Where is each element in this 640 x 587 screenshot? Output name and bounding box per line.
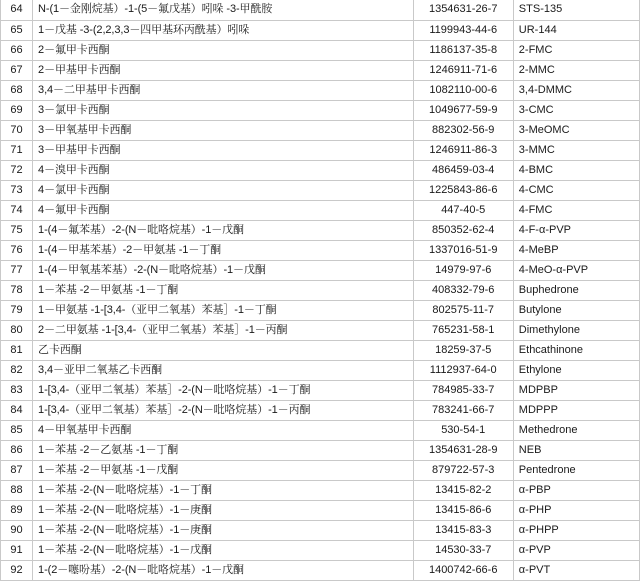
row-cas: 13415-82-2: [413, 480, 513, 500]
row-abbr: α-PHPP: [513, 520, 639, 540]
row-abbr: MDPBP: [513, 380, 639, 400]
table-row: [1, 20, 640, 40]
row-name: 1－苯基 -2-(N－吡咯烷基）-1－庚酮: [33, 520, 414, 540]
row-cas: 879722-57-3: [413, 460, 513, 480]
row-cas: 1246911-71-6: [413, 60, 513, 80]
row-cas: 408332-79-6: [413, 280, 513, 300]
table-row: [1, 300, 640, 320]
row-abbr: 4-MeO-α-PVP: [513, 260, 639, 280]
row-cas: 1246911-86-3: [413, 140, 513, 160]
table-row: [1, 280, 640, 300]
row-name: 1-(2－噻吩基）-2-(N－吡咯烷基）-1－戊酮: [33, 560, 414, 580]
row-abbr: α-PBP: [513, 480, 639, 500]
row-abbr: 4-BMC: [513, 160, 639, 180]
row-abbr: 3,4-DMMC: [513, 80, 639, 100]
table-row: [1, 240, 640, 260]
row-name: 1－苯基 -2-(N－吡咯烷基）-1－丁酮: [33, 480, 414, 500]
row-index: 65: [1, 20, 33, 40]
table-row: [1, 340, 640, 360]
row-index: 92: [1, 560, 33, 580]
row-name: 4－氯甲卡西酮: [33, 180, 414, 200]
row-cas: 850352-62-4: [413, 220, 513, 240]
row-index: 91: [1, 540, 33, 560]
row-abbr: 4-MeBP: [513, 240, 639, 260]
row-index: 83: [1, 380, 33, 400]
row-index: 84: [1, 400, 33, 420]
row-cas: 13415-86-6: [413, 500, 513, 520]
table-row: [1, 460, 640, 480]
row-abbr: MDPPP: [513, 400, 639, 420]
row-name: 2－甲基甲卡西酮: [33, 60, 414, 80]
row-abbr: α-PVP: [513, 540, 639, 560]
row-index: 88: [1, 480, 33, 500]
row-name: 1-[3,4-（亚甲二氧基）苯基］-2-(N－吡咯烷基）-1－丁酮: [33, 380, 414, 400]
row-name: 1-[3,4-（亚甲二氧基）苯基］-2-(N－吡咯烷基）-1－丙酮: [33, 400, 414, 420]
table-row: [1, 360, 640, 380]
row-name: 3,4－二甲基甲卡西酮: [33, 80, 414, 100]
row-name: 1-(4－甲氧基苯基）-2-(N－吡咯烷基）-1－戊酮: [33, 260, 414, 280]
row-name: 1－戊基 -3-(2,2,3,3－四甲基环丙酰基）吲哚: [33, 20, 414, 40]
row-index: 64: [1, 0, 33, 20]
row-name: 2－二甲氨基 -1-[3,4-（亚甲二氧基）苯基］-1－丙酮: [33, 320, 414, 340]
table-row: [1, 480, 640, 500]
table-row: [1, 320, 640, 340]
row-name: 1－苯基 -2－甲氨基 -1－丁酮: [33, 280, 414, 300]
row-abbr: 4-CMC: [513, 180, 639, 200]
row-index: 69: [1, 100, 33, 120]
row-cas: 13415-83-3: [413, 520, 513, 540]
row-name: 1－苯基 -2－乙氨基 -1－丁酮: [33, 440, 414, 460]
row-name: N-(1－金刚烷基）-1-(5－氟戊基）吲哚 -3-甲酰胺: [33, 0, 414, 20]
row-index: 74: [1, 200, 33, 220]
row-index: 90: [1, 520, 33, 540]
row-index: 68: [1, 80, 33, 100]
row-abbr: Dimethylone: [513, 320, 639, 340]
table-row: [1, 560, 640, 580]
row-name: 3－甲基甲卡西酮: [33, 140, 414, 160]
row-name: 1－苯基 -2－甲氨基 -1－戊酮: [33, 460, 414, 480]
row-abbr: 2-FMC: [513, 40, 639, 60]
row-index: 82: [1, 360, 33, 380]
row-cas: 1400742-66-6: [413, 560, 513, 580]
row-index: 67: [1, 60, 33, 80]
row-name: 1－苯基 -2-(N－吡咯烷基）-1－庚酮: [33, 500, 414, 520]
row-index: 85: [1, 420, 33, 440]
row-index: 87: [1, 460, 33, 480]
row-index: 71: [1, 140, 33, 160]
table-row: [1, 500, 640, 520]
table-row: [1, 60, 640, 80]
table-row: [1, 260, 640, 280]
row-index: 86: [1, 440, 33, 460]
row-abbr: Ethylone: [513, 360, 639, 380]
table-row: [1, 0, 640, 20]
table-row: [1, 520, 640, 540]
table-row: [1, 40, 640, 60]
row-name: 1－苯基 -2-(N－吡咯烷基）-1－戊酮: [33, 540, 414, 560]
table-row: [1, 380, 640, 400]
row-cas: 1112937-64-0: [413, 360, 513, 380]
row-name: 4－氟甲卡西酮: [33, 200, 414, 220]
row-cas: 14979-97-6: [413, 260, 513, 280]
table-row: [1, 200, 640, 220]
row-name: 3－甲氧基甲卡西酮: [33, 120, 414, 140]
row-cas: 783241-66-7: [413, 400, 513, 420]
row-cas: 486459-03-4: [413, 160, 513, 180]
row-index: 70: [1, 120, 33, 140]
row-abbr: Buphedrone: [513, 280, 639, 300]
table-row: [1, 80, 640, 100]
row-index: 75: [1, 220, 33, 240]
row-abbr: α-PHP: [513, 500, 639, 520]
row-abbr: 3-CMC: [513, 100, 639, 120]
row-index: 66: [1, 40, 33, 60]
row-index: 72: [1, 160, 33, 180]
row-name: 3,4－亚甲二氧基乙卡西酮: [33, 360, 414, 380]
table-row: [1, 140, 640, 160]
row-cas: 1049677-59-9: [413, 100, 513, 120]
row-abbr: Ethcathinone: [513, 340, 639, 360]
row-index: 79: [1, 300, 33, 320]
row-cas: 765231-58-1: [413, 320, 513, 340]
row-abbr: Pentedrone: [513, 460, 639, 480]
row-name: 4－甲氧基甲卡西酮: [33, 420, 414, 440]
table-row: [1, 120, 640, 140]
row-abbr: Methedrone: [513, 420, 639, 440]
row-abbr: 4-FMC: [513, 200, 639, 220]
table-row: [1, 440, 640, 460]
table-body: [1, 0, 640, 580]
row-abbr: Butylone: [513, 300, 639, 320]
row-index: 73: [1, 180, 33, 200]
row-name: 4－溴甲卡西酮: [33, 160, 414, 180]
row-cas: 784985-33-7: [413, 380, 513, 400]
table-row: [1, 540, 640, 560]
row-index: 78: [1, 280, 33, 300]
row-cas: 1337016-51-9: [413, 240, 513, 260]
row-abbr: 2-MMC: [513, 60, 639, 80]
row-name: 1-(4－氟苯基）-2-(N－吡咯烷基）-1－戊酮: [33, 220, 414, 240]
row-cas: 802575-11-7: [413, 300, 513, 320]
row-abbr: STS-135: [513, 0, 639, 20]
row-cas: 1082110-00-6: [413, 80, 513, 100]
table-row: [1, 160, 640, 180]
table-row: [1, 400, 640, 420]
row-name: 1-(4－甲基苯基）-2－甲氨基 -1－丁酮: [33, 240, 414, 260]
row-cas: 530-54-1: [413, 420, 513, 440]
row-cas: 1354631-26-7: [413, 0, 513, 20]
row-index: 76: [1, 240, 33, 260]
row-name: 1－甲氨基 -1-[3,4-（亚甲二氧基）苯基］-1－丁酮: [33, 300, 414, 320]
row-index: 89: [1, 500, 33, 520]
table-row: [1, 100, 640, 120]
row-abbr: 4-F-α-PVP: [513, 220, 639, 240]
row-cas: 1354631-28-9: [413, 440, 513, 460]
table-row: [1, 420, 640, 440]
row-abbr: 3-MMC: [513, 140, 639, 160]
row-cas: 1186137-35-8: [413, 40, 513, 60]
row-cas: 14530-33-7: [413, 540, 513, 560]
row-index: 77: [1, 260, 33, 280]
row-cas: 1199943-44-6: [413, 20, 513, 40]
row-cas: 18259-37-5: [413, 340, 513, 360]
row-abbr: 3-MeOMC: [513, 120, 639, 140]
row-cas: 447-40-5: [413, 200, 513, 220]
row-cas: 882302-56-9: [413, 120, 513, 140]
row-abbr: NEB: [513, 440, 639, 460]
row-name: 乙卡西酮: [33, 340, 414, 360]
row-name: 3－氯甲卡西酮: [33, 100, 414, 120]
row-cas: 1225843-86-6: [413, 180, 513, 200]
table-row: [1, 180, 640, 200]
row-name: 2－氟甲卡西酮: [33, 40, 414, 60]
table-row: [1, 220, 640, 240]
row-abbr: α-PVT: [513, 560, 639, 580]
row-abbr: UR-144: [513, 20, 639, 40]
row-index: 80: [1, 320, 33, 340]
row-index: 81: [1, 340, 33, 360]
